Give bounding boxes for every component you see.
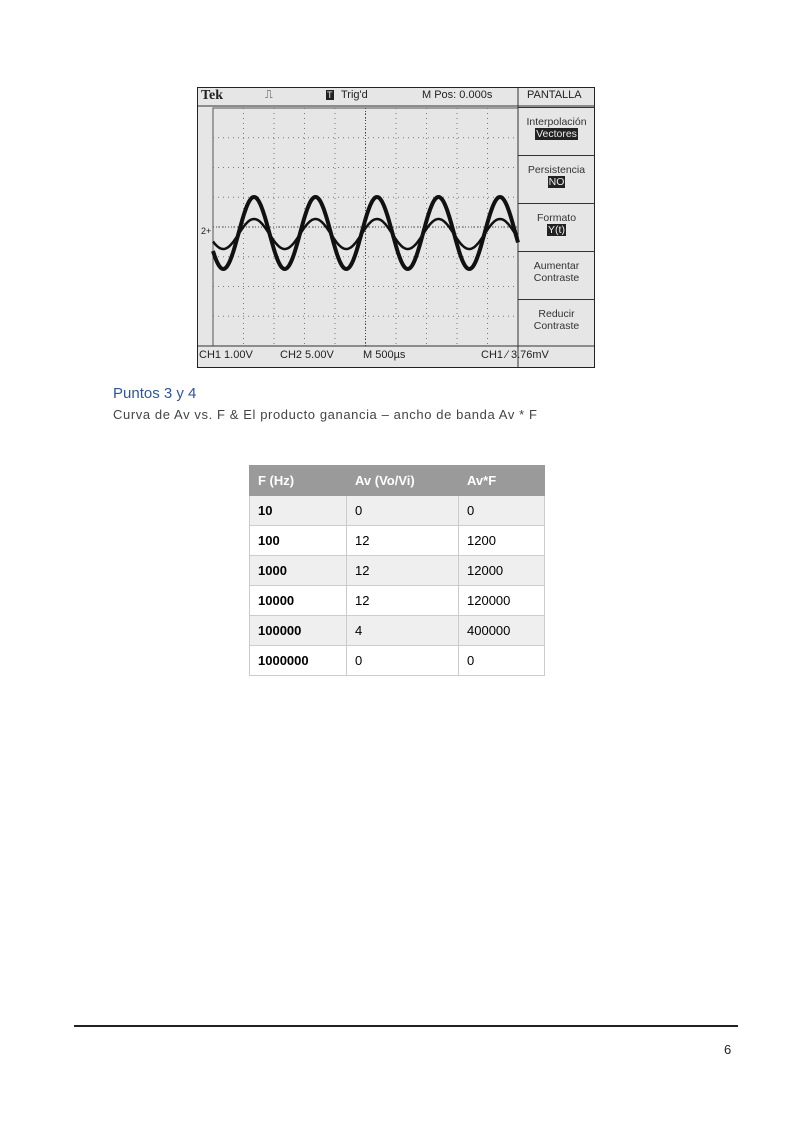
menu-label: Persistencia: [527, 164, 586, 176]
menu-value: Y(t): [548, 224, 565, 236]
menu-interpolacion[interactable]: [518, 107, 595, 156]
cell-avf: 1200: [459, 526, 545, 556]
oscilloscope-screenshot: [197, 87, 595, 368]
cell-av: 0: [347, 646, 459, 676]
cell-av: 4: [347, 616, 459, 646]
m-pos: M Pos: 0.000s: [422, 89, 493, 101]
cell-av: 12: [347, 526, 459, 556]
cell-f: 100: [250, 526, 347, 556]
table-header-row: [250, 466, 545, 496]
ch2-marker: 2+: [201, 226, 212, 236]
trigger-icon: T: [327, 90, 333, 100]
trigger-readout: CH1 ∕ 3.76mV: [481, 349, 549, 361]
section-subtitle: Curva de Av vs. F & El producto ganancia – ancho de banda Av * F: [113, 407, 538, 422]
cell-avf: 400000: [459, 616, 545, 646]
section-heading: Puntos 3 y 4: [113, 385, 197, 402]
cell-f: 10000: [250, 586, 347, 616]
page-number: 6: [724, 1042, 732, 1057]
cell-avf: 0: [459, 496, 545, 526]
ch2-scale: CH2 5.00V: [280, 349, 334, 361]
menu-label: Reducir: [538, 308, 575, 320]
menu-label: Aumentar: [533, 260, 580, 272]
cell-av: 12: [347, 556, 459, 586]
menu-title: PANTALLA: [527, 89, 582, 101]
table-row: [250, 526, 545, 556]
timebase: M 500µs: [363, 349, 406, 361]
menu-value: Contraste: [533, 272, 580, 284]
cell-f: 100000: [250, 616, 347, 646]
cell-f: 1000: [250, 556, 347, 586]
cell-avf: 120000: [459, 586, 545, 616]
cell-f: 1000000: [250, 646, 347, 676]
menu-value: NO: [548, 176, 565, 188]
menu-label: Interpolación: [526, 116, 587, 128]
cell-av: 0: [347, 496, 459, 526]
table-row: [250, 496, 545, 526]
menu-value: Vectores: [536, 128, 577, 140]
footer-divider: [74, 1025, 738, 1027]
menu-value: Contraste: [533, 320, 580, 332]
header-f: F (Hz): [250, 466, 347, 496]
brand-logo: Tek: [201, 88, 224, 103]
table-row: [250, 646, 545, 676]
pulse-icon: ⎍: [265, 89, 273, 101]
cell-avf: 0: [459, 646, 545, 676]
gain-table: [249, 465, 545, 676]
menu-formato[interactable]: [518, 203, 595, 251]
header-avf: Av*F: [459, 466, 545, 496]
ch1-scale: CH1 1.00V: [199, 349, 253, 361]
trigger-status: Trig'd: [341, 89, 368, 101]
cell-av: 12: [347, 586, 459, 616]
menu-persistencia[interactable]: [518, 155, 595, 203]
header-av: Av (Vo/Vi): [347, 466, 459, 496]
cell-avf: 12000: [459, 556, 545, 586]
cell-f: 10: [250, 496, 347, 526]
menu-reducir-contraste[interactable]: [518, 299, 595, 347]
table-row: [250, 586, 545, 616]
table-row: [250, 556, 545, 586]
menu-aumentar-contraste[interactable]: [518, 251, 595, 299]
menu-label: Formato: [536, 212, 577, 224]
table-row: [250, 616, 545, 646]
